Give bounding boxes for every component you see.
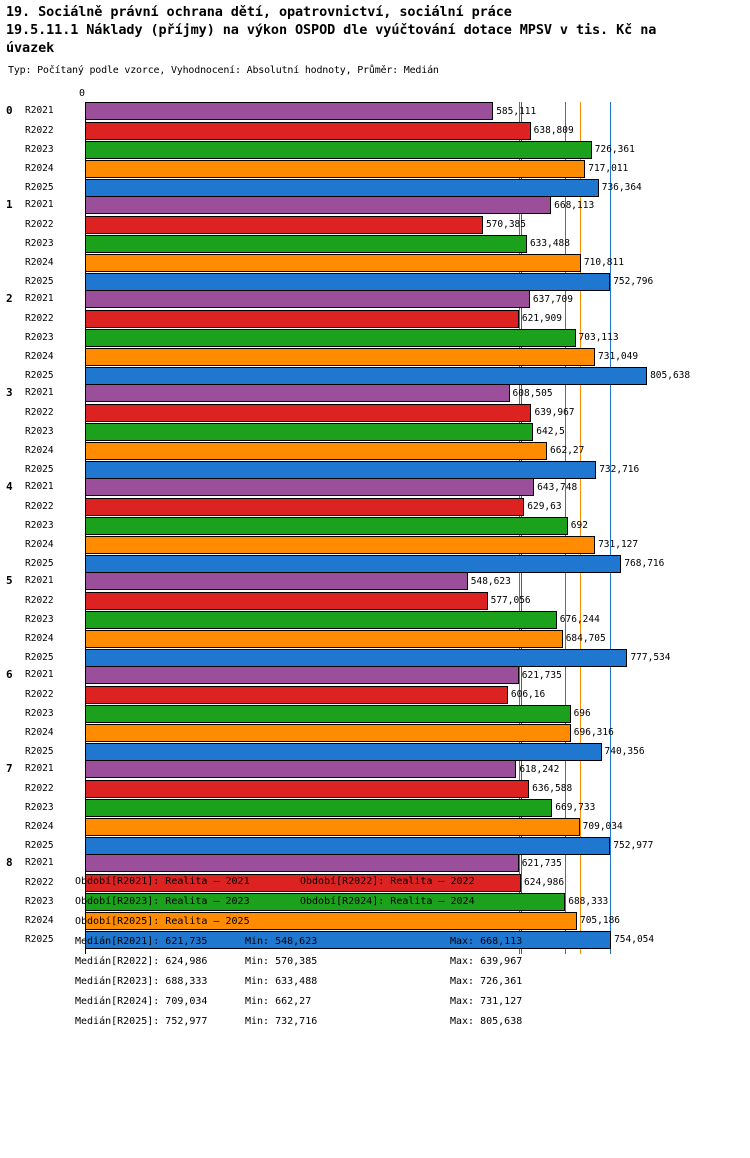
bar-group [6, 384, 685, 478]
bar-row[interactable] [25, 404, 685, 422]
series-label: R2025 [25, 463, 54, 475]
bar-value-label: 717,011 [588, 163, 629, 175]
bar-row[interactable] [25, 572, 685, 590]
stat-row [0, 933, 750, 947]
bar-group [6, 572, 685, 666]
group-index-label: 1 [6, 198, 13, 212]
stat-max: Max: 726,361 [450, 976, 523, 987]
stat-max: Max: 731,127 [450, 996, 523, 1007]
bar-group [6, 102, 685, 196]
bar-value-label: 585,111 [496, 105, 537, 117]
bar-value-label: 633,488 [529, 238, 570, 250]
bar-row[interactable] [25, 196, 685, 214]
bar-row[interactable] [25, 478, 685, 496]
stat-median: Medián[R2021]: 621,735 [75, 936, 208, 947]
bar[interactable] [85, 273, 610, 291]
bar[interactable] [85, 461, 596, 479]
bar[interactable] [85, 536, 595, 554]
bar-row[interactable] [25, 799, 685, 817]
bar-row[interactable] [25, 290, 685, 308]
bar[interactable] [85, 367, 647, 385]
bar-row[interactable] [25, 273, 685, 291]
bar-value-label: 642,5 [536, 426, 565, 438]
bar[interactable] [85, 216, 483, 234]
bar-value-label: 624,986 [524, 877, 565, 889]
bar-group [6, 760, 685, 854]
group-index-label: 4 [6, 480, 13, 494]
bar[interactable] [85, 854, 519, 872]
series-label: R2021 [25, 293, 54, 305]
bar-row[interactable] [25, 498, 685, 516]
bar-row[interactable] [25, 442, 685, 460]
bar[interactable] [85, 329, 576, 347]
bar-row[interactable] [25, 254, 685, 272]
series-label: R2022 [25, 406, 54, 418]
series-label: R2021 [25, 199, 54, 211]
series-label: R2023 [25, 613, 54, 625]
bar-row[interactable] [25, 536, 685, 554]
bar-value-label: 740,356 [604, 746, 645, 758]
series-label: R2023 [25, 237, 54, 249]
stat-median: Medián[R2023]: 688,333 [75, 976, 208, 987]
group-index-label: 3 [6, 386, 13, 400]
bar[interactable] [85, 555, 621, 573]
bar-value-label: 777,534 [630, 652, 671, 664]
bar-group [6, 478, 685, 572]
series-label: R2024 [25, 726, 54, 738]
bar[interactable] [85, 760, 516, 778]
legend-entry: Období[R2025]: Realita – 2025 [75, 916, 250, 927]
series-label: R2025 [25, 933, 54, 945]
series-label: R2022 [25, 312, 54, 324]
series-label: R2022 [25, 500, 54, 512]
group-index-label: 2 [6, 292, 13, 306]
bar-value-label: 637,709 [532, 293, 573, 305]
bar-value-label: 668,113 [554, 199, 595, 211]
bar-row[interactable] [25, 760, 685, 778]
stat-median: Medián[R2022]: 624,986 [75, 956, 208, 967]
bar-value-label: 577,056 [490, 595, 531, 607]
bar-row[interactable] [25, 555, 685, 573]
bar-value-label: 636,588 [532, 783, 573, 795]
chart-subtitle: Typ: Počítaný podle vzorce, Vyhodnocení: Absolutní hodnoty, Průměr: Medián [8, 65, 439, 77]
bar-value-label: 736,364 [601, 182, 642, 194]
bar[interactable] [85, 724, 571, 742]
stat-min: Min: 662,27 [245, 996, 312, 1007]
group-index-label: 0 [6, 104, 13, 118]
bar[interactable] [85, 384, 510, 402]
bar-row[interactable] [25, 818, 685, 836]
bar-value-label: 703,113 [578, 332, 619, 344]
stat-median: Medián[R2025]: 752,977 [75, 1016, 208, 1027]
series-label: R2025 [25, 181, 54, 193]
bar-row[interactable] [25, 649, 685, 667]
series-label: R2023 [25, 707, 54, 719]
stat-row [0, 996, 750, 1007]
series-label: R2021 [25, 763, 54, 775]
bar-row[interactable] [25, 384, 685, 402]
bar-value-label: 688,333 [568, 896, 609, 908]
bar-row[interactable] [25, 329, 685, 347]
bar-value-label: 621,735 [521, 857, 562, 869]
series-label: R2021 [25, 575, 54, 587]
bar-row[interactable] [25, 517, 685, 535]
bar-row[interactable] [25, 743, 685, 761]
bar-value-label: 805,638 [650, 370, 691, 382]
bar-group [6, 196, 685, 290]
bar[interactable] [85, 705, 571, 723]
bar-row[interactable] [25, 179, 685, 197]
series-label: R2022 [25, 124, 54, 136]
bar-row[interactable] [25, 780, 685, 798]
bar[interactable] [85, 442, 547, 460]
bar-value-label: 684,705 [565, 633, 606, 645]
bar[interactable] [85, 310, 519, 328]
bar-value-label: 692 [570, 520, 588, 532]
series-label: R2022 [25, 594, 54, 606]
series-label: R2024 [25, 256, 54, 268]
bar-value-label: 696,316 [573, 727, 614, 739]
bar-value-label: 705,186 [579, 915, 621, 927]
series-label: R2023 [25, 519, 54, 531]
bar-value-label: 643,748 [537, 481, 578, 493]
stat-row [0, 956, 750, 967]
bar-row[interactable] [25, 630, 685, 648]
bar[interactable] [85, 423, 533, 441]
chart-area [0, 88, 750, 958]
stat-row [0, 976, 750, 987]
bar-value-label: 618,242 [519, 763, 560, 775]
group-index-label: 8 [6, 856, 13, 870]
bar[interactable] [85, 122, 531, 140]
chart-title-block [0, 0, 750, 76]
series-label: R2025 [25, 745, 54, 757]
bar-row[interactable] [25, 122, 685, 140]
bar-value-label: 570,385 [485, 219, 526, 231]
bar-row[interactable] [25, 461, 685, 479]
bar-row[interactable] [25, 611, 685, 629]
bar[interactable] [85, 196, 551, 214]
bar-row[interactable] [25, 367, 691, 385]
bar-row[interactable] [25, 216, 685, 234]
series-label: R2022 [25, 876, 54, 888]
bar-row[interactable] [25, 310, 685, 328]
series-label: R2024 [25, 538, 54, 550]
stat-min: Min: 732,716 [245, 1016, 318, 1027]
bar[interactable] [85, 517, 568, 535]
bar-value-label: 768,716 [624, 558, 665, 570]
bar[interactable] [85, 102, 493, 120]
series-label: R2023 [25, 801, 54, 813]
bar-value-label: 669,733 [555, 802, 596, 814]
bar-value-label: 709,034 [582, 821, 623, 833]
bar-value-label: 629,63 [527, 501, 562, 513]
title-line-1: 19. Sociálně právní ochrana dětí, opatrovnictví, sociální práce [6, 4, 512, 20]
bar-value-label: 752,977 [613, 840, 654, 852]
legend-row [0, 876, 750, 887]
bar[interactable] [85, 179, 599, 197]
bar-value-label: 754,054 [614, 934, 655, 946]
bar-value-label: 638,809 [533, 125, 574, 137]
series-label: R2023 [25, 895, 54, 907]
series-label: R2023 [25, 331, 54, 343]
group-index-label: 6 [6, 668, 13, 682]
group-index-label: 7 [6, 762, 13, 776]
axis-zero-label: 0 [79, 88, 86, 100]
group-index-label: 5 [6, 574, 13, 588]
bar[interactable] [85, 611, 557, 629]
chart-statistics [0, 933, 750, 1027]
bar[interactable] [85, 630, 563, 648]
series-label: R2025 [25, 275, 54, 287]
series-label: R2025 [25, 557, 54, 569]
series-label: R2024 [25, 820, 54, 832]
stat-max: Max: 805,638 [450, 1016, 523, 1027]
bar[interactable] [85, 572, 468, 590]
bar[interactable] [85, 837, 610, 855]
series-label: R2024 [25, 444, 54, 456]
bar[interactable] [85, 235, 527, 253]
legend-entry: Období[R2023]: Realita – 2023 [75, 896, 250, 907]
bar[interactable] [85, 686, 508, 704]
bar-row[interactable] [25, 686, 685, 704]
series-label: R2022 [25, 688, 54, 700]
bar[interactable] [85, 498, 524, 516]
stat-min: Min: 633,488 [245, 976, 318, 987]
series-label: R2025 [25, 369, 54, 381]
bar-value-label: 731,049 [598, 351, 639, 363]
bar[interactable] [85, 799, 552, 817]
legend-entry [300, 916, 530, 927]
bar[interactable] [85, 780, 529, 798]
bar-value-label: 732,716 [599, 464, 640, 476]
bar[interactable] [85, 478, 534, 496]
bar[interactable] [85, 666, 519, 684]
series-label: R2025 [25, 839, 54, 851]
bar-row[interactable] [25, 423, 685, 441]
series-label: R2024 [25, 632, 54, 644]
chart-legend [0, 876, 750, 1036]
bar-value-label: 752,796 [613, 276, 654, 288]
series-label: R2021 [25, 105, 54, 117]
bar-row[interactable] [25, 102, 685, 120]
bar-row[interactable] [25, 235, 685, 253]
legend-entry: Období[R2022]: Realita – 2022 [300, 876, 475, 887]
bar-row[interactable] [25, 141, 685, 159]
bar-value-label: 726,361 [594, 144, 635, 156]
bar[interactable] [85, 141, 592, 159]
series-label: R2024 [25, 914, 54, 926]
bar-value-label: 639,967 [534, 407, 575, 419]
series-label: R2021 [25, 669, 54, 681]
bar[interactable] [85, 592, 488, 610]
bar-value-label: 548,623 [470, 575, 511, 587]
bar[interactable] [85, 348, 595, 366]
bar-value-label: 606,16 [510, 689, 546, 701]
bar-value-label: 608,505 [512, 387, 553, 399]
legend-entry: Období[R2024]: Realita – 2024 [300, 896, 475, 907]
bar-value-label: 676,244 [559, 614, 600, 626]
bar[interactable] [85, 743, 602, 761]
title-line-3: úvazek [6, 39, 55, 56]
series-label: R2021 [25, 857, 54, 869]
series-label: R2021 [25, 481, 54, 493]
series-label: R2023 [25, 425, 54, 437]
series-label: R2021 [25, 387, 54, 399]
bar-row[interactable] [25, 348, 685, 366]
legend-row [0, 916, 750, 927]
series-label: R2022 [25, 782, 54, 794]
bar-row[interactable] [25, 837, 685, 855]
bar[interactable] [85, 254, 581, 272]
series-label: R2022 [25, 218, 54, 230]
bar-row[interactable] [25, 724, 685, 742]
bar-row[interactable] [25, 854, 685, 872]
bar-row[interactable] [25, 666, 685, 684]
bar-value-label: 710,811 [583, 257, 624, 269]
stat-min: Min: 548,623 [245, 936, 318, 947]
bar-row[interactable] [25, 592, 685, 610]
stat-row [0, 1016, 750, 1027]
bar-value-label: 731,127 [598, 539, 639, 551]
stat-median: Medián[R2024]: 709,034 [75, 996, 208, 1007]
bar[interactable] [85, 160, 585, 178]
stat-min: Min: 570,385 [245, 956, 318, 967]
bar[interactable] [85, 404, 531, 422]
stat-max: Max: 639,967 [450, 956, 523, 967]
bar-row[interactable] [25, 160, 685, 178]
bar-row[interactable] [25, 705, 685, 723]
bar-value-label: 621,735 [521, 669, 562, 681]
title-line-2: 19.5.11.1 Náklady (příjmy) na výkon OSPOD dle vyúčtování dotace MPSV v tis. Kč na [6, 21, 657, 38]
bar[interactable] [85, 649, 627, 667]
series-label: R2023 [25, 143, 54, 155]
series-label: R2024 [25, 162, 54, 174]
legend-row [0, 896, 750, 907]
legend-entry: Období[R2021]: Realita – 2021 [75, 876, 250, 887]
bar-chart-plot [6, 102, 691, 954]
bar-group [6, 290, 691, 384]
series-label: R2025 [25, 651, 54, 663]
series-label: R2024 [25, 350, 54, 362]
bar[interactable] [85, 290, 530, 308]
bar-value-label: 696 [573, 708, 591, 720]
stat-max: Max: 668,113 [450, 936, 523, 947]
bar[interactable] [85, 818, 580, 836]
bar-value-label: 662,27 [550, 445, 585, 457]
bar-group [6, 666, 685, 760]
bar-value-label: 621,909 [521, 313, 562, 325]
